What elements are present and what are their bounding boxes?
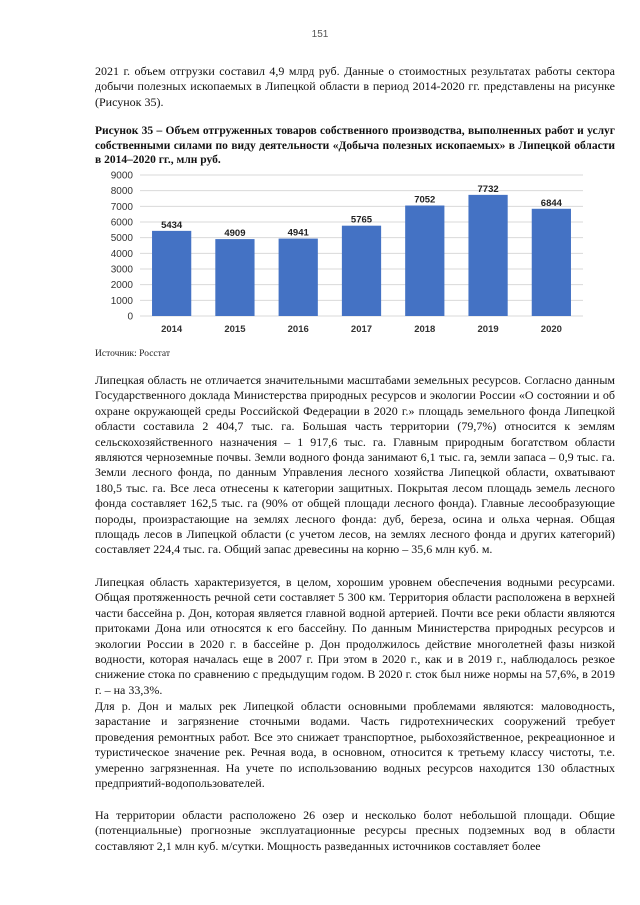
x-tick-label: 2017 (350, 324, 373, 335)
x-tick-label: 2018 (414, 324, 436, 335)
x-tick-label: 2014 (161, 324, 183, 335)
data-label: 5434 (161, 219, 183, 231)
page-number: 151 (311, 29, 329, 40)
bar (405, 206, 444, 316)
y-tick-label: 9000 (110, 170, 133, 182)
bar (532, 209, 571, 316)
bar (152, 231, 191, 316)
y-tick-label: 5000 (110, 233, 133, 245)
figure-title: Рисунок 35 – Объем отгруженных товаров собственного производства, выполненных работ и услуг собственными силами по виду деятельности «Добыча полезных ископаемых» в Липецкой области в 2014–2020 гг., млн руб. (95, 125, 615, 166)
data-label: 4941 (287, 227, 309, 239)
y-tick-label: 4000 (110, 248, 133, 260)
x-tick-label: 2015 (224, 324, 246, 335)
data-label: 7732 (477, 183, 499, 195)
y-tick-label: 6000 (110, 217, 133, 229)
data-label: 7052 (414, 194, 436, 206)
y-tick-label: 3000 (110, 264, 133, 276)
bar (279, 239, 318, 316)
paragraph-river-problems: Для р. Дон и малых рек Липецкой области основными проблемами являются: маловодность, зарастание и загрязнение сточными водами. Часть гидротехнических сооружений требует проведения ремонтных работ. Все это снижает транспортное, рыбохозяйственное, рекреационное и туристическое значение рек. Речная вода, в основном, относится к третьему классу чистоты, т.е. умеренно загрязненная. На учете по использованию водных ресурсов находится 130 областных предприятий-водопользователей. (95, 699, 615, 791)
y-tick-label: 1000 (110, 295, 133, 307)
paragraph-land-resources: Липецкая область не отличается значительными масштабами земельных ресурсов. Согласно данным Государственного доклада Министерства природных ресурсов и экологии России «О состоянии и об охране окружающей среды Российской Федерации в 2020 г.» площадь земельного фонда Липецкой области составила 2 404,7 тыс. га. Большая часть территории (79,7%) относится к землям сельскохозяйственного назначения – 1 917,6 тыс. га. Главным природным богатством области являются черноземные почвы. Земли водного фонда занимают 6,1 тыс. га, земли запаса – 0,9 тыс. га. Земли лесного фонда, по данным Управления лесного хозяйства Липецкой области, охватывают 180,5 тыс. га. Все леса отнесены к категории защитных. Покрытая лесом площадь земель лесного фонда составляет 162,5 тыс. га (90% от общей площади лесного фонда). Главные лесообразующие породы, произрастающие на землях лесного фонда: дуб, береза, осина и ольха черная. Общая площадь лесов в Липецкой области (с учетом лесов, на землях лесного фонда и других категорий) составляет 224,4 тыс. га. Общий запас древесины на корню – 35,6 млн куб. м. (95, 373, 615, 557)
data-label: 6844 (540, 197, 562, 209)
y-tick-label: 7000 (110, 201, 133, 213)
bar (468, 195, 507, 316)
paragraph-water-resources: Липецкая область характеризуется, в целом, хорошим уровнем обеспечения водными ресурсами. Общая протяженность речной сети составляет 5 300 км. Территория области расположена в верхней части бассейна р. Дон, которая является главной водной артерией. Почти все реки области являются притоками Дона или относятся к его бассейну. По данным Министерства природных ресурсов и экологии России в 2020 г. в бассейне р. Дон продолжилось действие многолетней фазы низкой водности, которая началась еще в 2007 г. При этом в 2020 г., как и в 2019 г., наблюдалось резкое снижение стока по сравнению с предыдущим годом. В 2020 г. сток был ниже нормы на 57,6%, в 2019 г. – на 33,3%. (95, 575, 615, 697)
data-label: 4909 (224, 228, 246, 240)
paragraph-lakes-groundwater: На территории области расположено 26 озер и несколько болот небольшой площади. Общие (потенциальные) прогнозные эксплуатационные ресурсы пресных подземных вод в области составляют 2,1 млн куб. м/сутки. Мощность разведанных источников составляет более (95, 808, 615, 853)
bar (342, 226, 381, 316)
source-note: Источник: Росстат (95, 349, 171, 359)
x-tick-label: 2019 (477, 324, 499, 335)
bar (215, 239, 254, 316)
y-tick-label: 0 (127, 311, 133, 323)
y-tick-label: 8000 (110, 186, 133, 198)
data-label: 5765 (350, 214, 373, 226)
bar-chart (95, 168, 595, 340)
x-tick-label: 2020 (540, 324, 562, 335)
intro-paragraph: 2021 г. объем отгрузки составил 4,9 млрд руб. Данные о стоимостных результатах работы сектора добычи полезных ископаемых в Липецкой области в период 2014-2020 гг. представлены на рисунке (Рисунок 35). (95, 64, 615, 109)
y-tick-label: 2000 (110, 280, 133, 292)
x-tick-label: 2016 (287, 324, 309, 335)
